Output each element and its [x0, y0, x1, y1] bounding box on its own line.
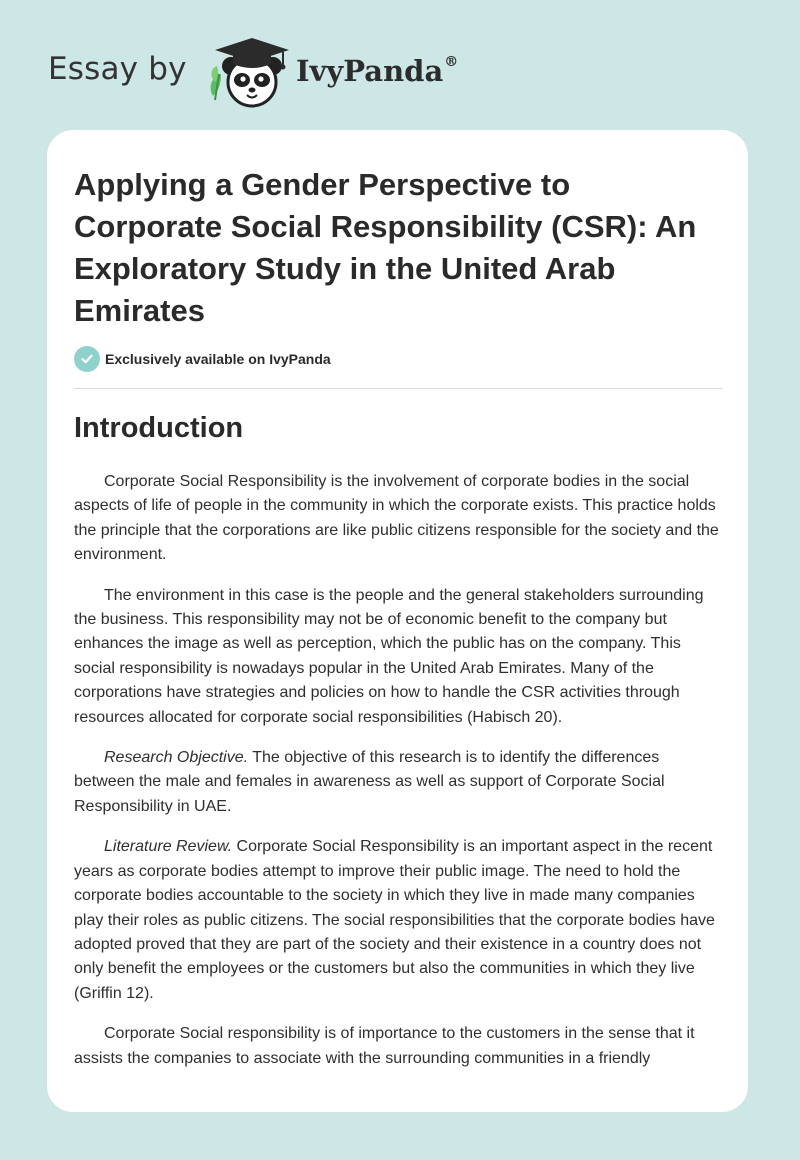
essay-by-label: Essay by — [48, 51, 187, 87]
paragraph-text: Corporate Social responsibility is of importance to the customers in the sense that it assists the companies to associate with the surrounding communities in a friendly — [74, 1025, 695, 1067]
paragraph-lead: Research Objective. — [104, 749, 249, 767]
panda-graduation-cap-icon[interactable] — [203, 34, 293, 112]
article-card — [47, 130, 748, 1112]
site-header — [48, 34, 548, 112]
exclusive-label: Exclusively available on IvyPanda — [105, 351, 331, 367]
section-heading: Introduction — [74, 412, 244, 444]
paragraph-text: Corporate Social Responsibility is an important aspect in the recent years as corporate bodies attempt to improve their public image. The need to hold the corporate bodies accountable to the society in which they live in made many companies play their roles as public citizens. The social responsibilities that the corporate bodies have adopted proved that they are part of the society and their existence in a country does not only benefit the employees or the customers but also the communities in which they live (Griffin 12). — [74, 838, 715, 1002]
divider — [74, 388, 723, 389]
exclusive-badge — [74, 346, 331, 372]
paragraph-lead: Literature Review. — [104, 838, 233, 856]
paragraph — [74, 1022, 723, 1071]
paragraph — [74, 470, 723, 568]
leaf-icon — [211, 66, 221, 100]
article-body — [74, 470, 723, 1087]
paragraph-text: The objective of this research is to identify the differences between the male and females in awareness as well as support of Corporate Social Responsibility in UAE. — [74, 749, 665, 815]
article-title: Applying a Gender Perspective to Corporate Social Responsibility (CSR): An Exploratory Study in the United Arab Emirates — [74, 167, 697, 328]
paragraph — [74, 835, 723, 1006]
paragraph — [74, 746, 723, 819]
paragraph-text: The environment in this case is the people and the general stakeholders surrounding the business. This responsibility may not be of economic benefit to the company but enhances the image as well as perception, which the public has on the company. This social responsibility is nowadays popular in the United Arab Emirates. Many of the corporations have strategies and policies on how to handle the CSR activities through resources allocated for corporate social responsibilities (Habisch 20). — [74, 586, 704, 726]
paragraph — [74, 584, 723, 730]
check-circle-icon — [74, 346, 100, 372]
paragraph-text: Corporate Social Responsibility is the involvement of corporate bodies in the social aspects of life of people in the community in which the corporate exists. This practice holds the principle that the corporations are like public citizens responsible for the society and the environment. — [74, 473, 719, 564]
brand-name[interactable]: IvyPanda® — [296, 54, 459, 88]
